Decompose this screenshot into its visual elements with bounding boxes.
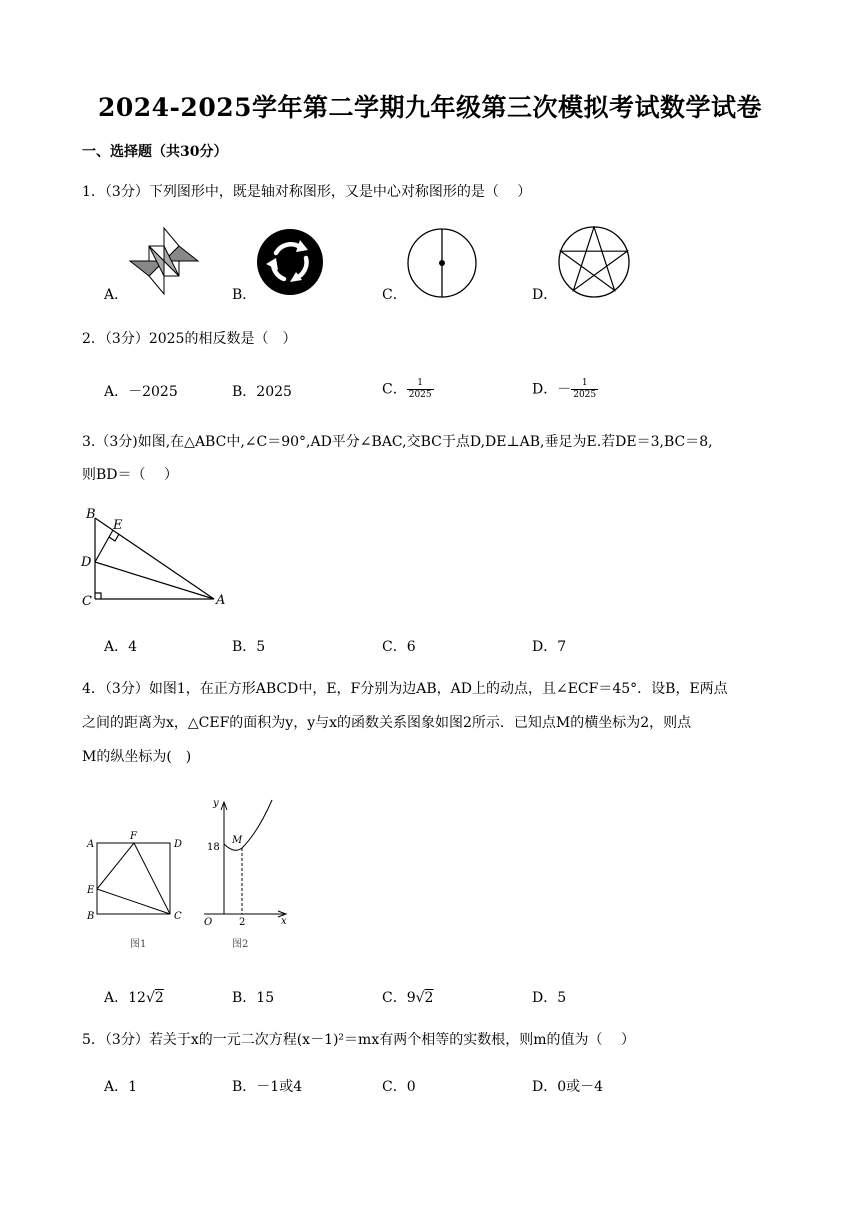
q5-option-d: D．0或－4 [532, 1079, 604, 1095]
fig1-label-f: F [130, 831, 137, 842]
q2-option-d-prefix: D．－ [532, 381, 572, 398]
fig2-tick-y: 18 [207, 842, 220, 853]
question-4-line-1: 4．（3分）如图1，在正方形ABCD中，E，F分别为边AB，AD上的动点，且∠ECF＝45°．设B，E两点 [82, 681, 728, 697]
question-1-stem: 1．（3分）下列图形中，既是轴对称图形，又是中心对称图形的是（ ） [82, 184, 532, 200]
q2-option-b: B．2025 [232, 384, 292, 400]
q2-option-c-prefix: C． [382, 381, 407, 398]
q1-option-a-label: A． [104, 287, 129, 303]
fig2-axis-x: x [281, 916, 287, 927]
square-abcd-figure [84, 826, 194, 956]
q3-option-b: B．5 [232, 639, 266, 655]
q1-option-c-label: C． [382, 287, 407, 303]
q2-option-d-fraction [571, 378, 598, 401]
fraction-numerator: 1 [571, 378, 598, 390]
q5-option-c: C．0 [382, 1079, 416, 1095]
function-graph-figure [196, 796, 296, 956]
label-d: D [81, 555, 92, 570]
fig1-label-a: A [87, 839, 95, 850]
label-e: E [113, 518, 123, 533]
q2-option-a: A．－2025 [104, 384, 178, 400]
q4-option-c [382, 987, 433, 1007]
recycle-arrows-icon [256, 228, 324, 296]
q2-option-c [382, 378, 434, 401]
question-3-line-1: 3.（3分)如图,在△ABC中,∠C＝90°,AD平分∠BAC,交BC于点D,DE⊥AB,垂足为E.若DE＝3,BC＝8, [82, 434, 713, 450]
fig1-label-c: C [174, 911, 182, 922]
label-b: B [86, 507, 96, 522]
sqrt-icon: √ [145, 990, 155, 1006]
q3-option-c: C．6 [382, 639, 416, 655]
q2-option-c-fraction [407, 378, 434, 401]
fig2-axis-y: y [213, 798, 219, 809]
fig1-label-e: E [87, 885, 95, 896]
q4-option-a-prefix: A．12 [104, 990, 146, 1006]
label-a: A [216, 593, 226, 608]
circle-with-diameter-icon [406, 228, 478, 298]
q4-option-b: B．15 [232, 990, 275, 1006]
q4-option-d: D．5 [532, 990, 567, 1006]
question-5-stem: 5．（3分）若关于x的一元二次方程(x－1)²＝mx有两个相等的实数根，则m的值为（ ） [82, 1032, 635, 1048]
question-4-line-2: 之间的距离为x，△CEF的面积为y，y与x的函数关系图象如图2所示．已知点M的横坐标为2，则点 [82, 715, 692, 731]
label-c: C [82, 594, 92, 609]
q4-option-c-prefix: C．9 [382, 990, 416, 1006]
question-3-line-2: 则BD＝（ ） [82, 467, 178, 483]
q1-option-b-label: B． [232, 287, 257, 303]
fraction-denominator: 2025 [573, 390, 597, 400]
question-2-stem: 2．（3分）2025的相反数是（ ） [82, 331, 297, 347]
pinwheel-icon [128, 226, 200, 296]
fig2-tick-x: 2 [239, 917, 246, 928]
fig2-caption: 图2 [232, 939, 249, 950]
fig2-point-m: M [232, 835, 243, 846]
q4-option-a [104, 987, 164, 1007]
q5-option-b: B．－1或4 [232, 1079, 303, 1095]
triangle-abc-figure [78, 502, 238, 610]
q2-option-d [532, 378, 598, 401]
q3-option-d: D．7 [532, 639, 567, 655]
section-heading: 一、选择题（共30分） [82, 144, 228, 160]
q4-option-c-radicand: 2 [424, 990, 434, 1006]
q3-option-a: A．4 [104, 639, 138, 655]
q4-option-a-radicand: 2 [154, 990, 164, 1006]
q1-option-d-label: D． [532, 287, 558, 303]
sqrt-icon: √ [415, 990, 425, 1006]
pentagram-in-circle-icon [557, 226, 631, 298]
fig1-label-d: D [174, 839, 183, 850]
fig1-caption: 图1 [130, 939, 147, 950]
page-title: 2024-2025学年第二学期九年级第三次模拟考试数学试卷 [97, 93, 763, 122]
fraction-denominator: 2025 [408, 390, 432, 400]
q5-option-a: A．1 [104, 1079, 138, 1095]
fig2-origin: O [204, 917, 213, 928]
question-4-line-3: M的纵坐标为( ) [82, 749, 192, 765]
fraction-numerator: 1 [407, 378, 434, 390]
fig1-label-b: B [87, 911, 95, 922]
